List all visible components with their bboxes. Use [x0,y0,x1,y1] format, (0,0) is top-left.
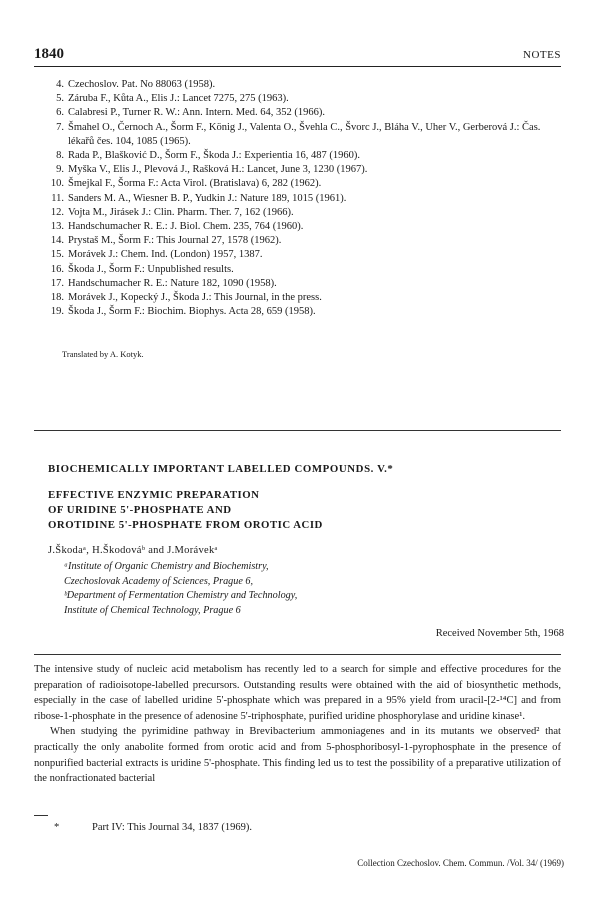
reference-text: Myška V., Elis J., Plevová J., Rašková H.: Lancet, June 3, 1230 (1967). [68,164,368,176]
affiliation-line: ᵇDepartment of Fermentation Chemistry and Technology, [64,590,298,601]
page-number: 1840 [34,46,64,62]
reference-number: 6. [56,107,64,119]
reference-text: Czechoslov. Pat. No 88063 (1958). [68,79,216,90]
body-paragraph: The intensive study of nucleic acid metabolism has recently led to a search for simple and effective procedures for the preparation of radioisotope-labelled precursors. Outstanding results were obtained with the aid of biosynthetic methods, especially in the case of labelled uridine 5'-phosphate which was prepared in a 95% yield from uracil-[2-¹⁴C] and from ribose-1-phosphate in the presence of adenosine 5'-triphosphate, purified uridine phosphorylase and uridine kinase¹. [34,664,561,722]
translator-note: Translated by A. Kotyk. [62,349,144,359]
received-date: Received November 5th, 1968 [435,628,564,639]
journal-footer: Collection Czechoslov. Chem. Commun. /Vol. 34/ (1969) [357,858,564,868]
reference-number: 10. [50,178,64,190]
reference-number: 14. [50,235,64,247]
footnote-rule [34,815,48,816]
article-title [48,488,548,533]
reference-item [48,192,560,206]
reference-item [48,78,560,92]
body-paragraph: When studying the pyrimidine pathway in Brevibacterium ammoniagenes and in its mutants we observed² that practically the only anabolite formed from orotic acid and from 5-phosphoribosyl-1-pyrophosphate in the presence of nonpurified bacterial extracts is uridine 5'-phosphate. This finding led us to test the possibility of a preparative utilization of the nonfractionated bacterial [34,726,561,785]
reference-item [48,305,560,319]
reference-text: Calabresi P., Turner R. W.: Ann. Intern. Med. 64, 352 (1966). [68,107,325,119]
reference-text: Vojta M., Jirásek J.: Clin. Pharm. Ther. 7, 162 (1966). [68,206,294,218]
reference-number: 15. [50,249,64,261]
reference-text: Morávek J.: Chem. Ind. (London) 1957, 1387. [68,249,263,261]
reference-item [48,234,560,248]
reference-number: 13. [50,221,64,233]
reference-item [48,106,560,120]
title-line: EFFECTIVE ENZYMIC PREPARATION [48,489,260,501]
reference-number: 17. [50,277,64,289]
reference-text: Šmahel O., Černoch A., Šorm F., König J., Valenta O., Švehla C., Švorc J., Bláha V., Uher V., Gerberová J.: Čas. lékařů čes. 104, 1085 (1965). [68,121,541,147]
affiliation-line: Czechoslovak Academy of Sciences, Prague 6, [64,575,254,587]
reference-item [48,177,560,191]
reference-text: Morávek J., Kopecký J., Škoda J.: This Journal, in the press. [68,292,322,304]
reference-item [48,149,560,163]
footnote-text: Part IV: This Journal 34, 1837 (1969). [92,822,253,833]
title-line: OROTIDINE 5'-PHOSPHATE FROM OROTIC ACID [48,519,323,531]
article-body [34,662,561,787]
reference-text: Šmejkal F., Šorma F.: Acta Virol. (Bratislava) 6, 282 (1962). [68,178,322,190]
title-line: OF URIDINE 5'-PHOSPHATE AND [48,504,232,516]
header-rule [34,66,561,67]
reference-text: Rada P., Blašković D., Šorm F., Škoda J.: Experientia 16, 487 (1960). [68,150,360,162]
reference-item [48,248,560,262]
reference-number: 8. [56,150,64,162]
reference-number: 7. [56,121,64,133]
reference-item [48,277,560,291]
authors: J.Škodaᵃ, H.Škodováᵇ and J.Morávekᵃ [48,545,218,556]
reference-number: 12. [50,206,64,218]
reference-number: 18. [50,292,64,304]
footnote [54,822,252,833]
reference-text: Prystaš M., Šorm F.: This Journal 27, 1578 (1962). [68,235,282,247]
reference-list [48,78,560,319]
reference-item [48,206,560,220]
affiliation-line: ᵃInstitute of Organic Chemistry and Biochemistry, [64,561,269,572]
section-divider [34,430,561,431]
reference-item [48,263,560,277]
reference-number: 11. [51,192,64,204]
reference-text: Handschumacher R. E.: Nature 182, 1090 (1958). [68,277,277,289]
running-head: NOTES [523,49,561,61]
series-title: BIOCHEMICALLY IMPORTANT LABELLED COMPOUNDS. V.* [48,463,394,475]
reference-item [48,291,560,305]
body-divider [34,654,561,655]
page-header [34,46,561,64]
footnote-marker: * [54,822,60,833]
reference-item [48,92,560,106]
reference-number: 19. [50,306,64,318]
affiliations [64,560,544,618]
reference-text: Handschumacher R. E.: J. Biol. Chem. 235, 764 (1960). [68,221,304,233]
reference-item [48,163,560,177]
reference-item [48,220,560,234]
reference-text: Škoda J., Šorm F.: Unpublished results. [68,263,234,275]
reference-text: Záruba F., Kůta A., Elis J.: Lancet 7275, 275 (1963). [68,93,289,105]
reference-text: Sanders M. A., Wiesner B. P., Yudkin J.: Nature 189, 1015 (1961). [68,192,347,204]
reference-number: 16. [50,263,64,275]
affiliation-line: Institute of Chemical Technology, Prague 6 [64,604,241,616]
reference-number: 5. [56,93,64,105]
reference-number: 4. [56,79,64,90]
reference-text: Škoda J., Šorm F.: Biochim. Biophys. Acta 28, 659 (1958). [68,306,316,318]
reference-item [48,121,560,149]
reference-number: 9. [56,164,64,176]
